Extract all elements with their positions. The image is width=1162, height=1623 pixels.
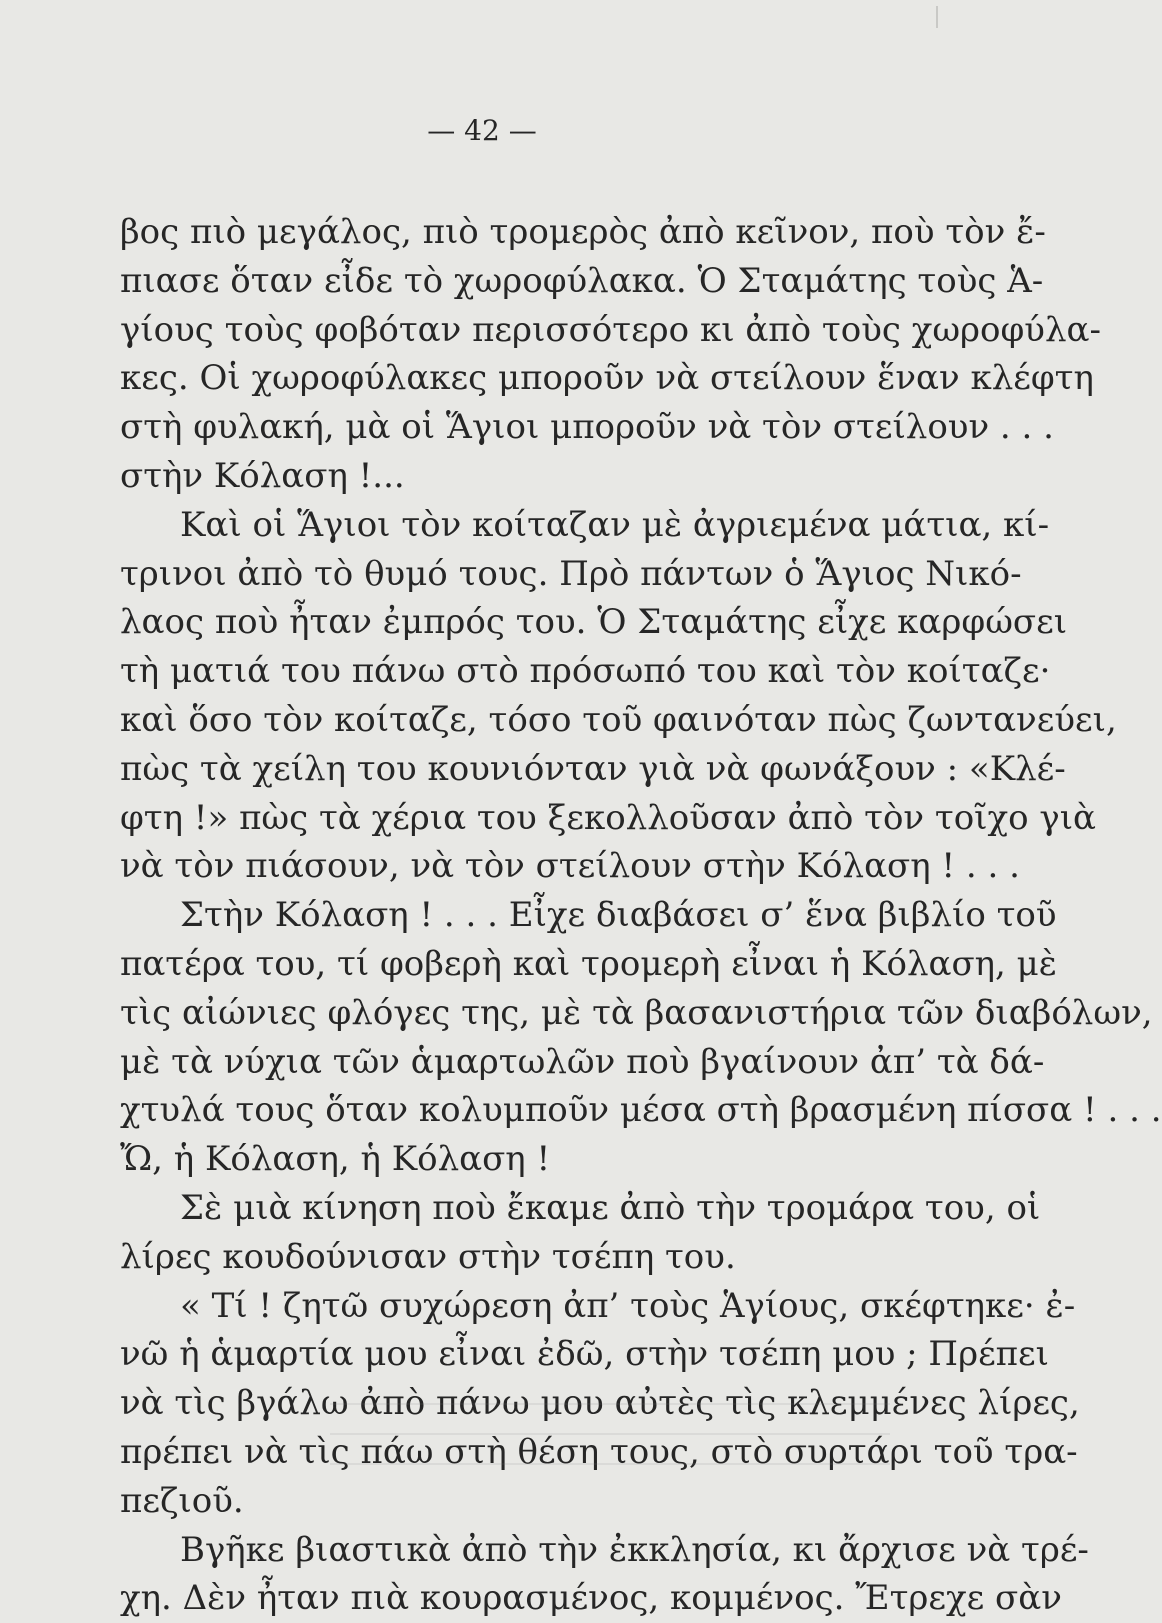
- text-line: πρέπει νὰ τὶς πάω στὴ θέση τους, στὸ συρτάρι τοῦ τρα-: [120, 1431, 1078, 1472]
- text-line: πιασε ὅταν εἶδε τὸ χωροφύλακα. Ὁ Σταμάτης τοὺς Ἁ-: [120, 260, 1044, 301]
- text-line: γίους τοὺς φοβόταν περισσότερο κι ἀπὸ τοὺς χωροφύλα-: [120, 309, 1101, 350]
- show-through-texture: [330, 1385, 890, 1475]
- text-line: κες. Οἱ χωροφύλακες μποροῦν νὰ στείλουν ἕναν κλέφτη: [120, 358, 1094, 399]
- text-line: βος πιὸ μεγάλος, πιὸ τρομερὸς ἀπὸ κεῖνον, ποὺ τὸν ἔ-: [120, 212, 1046, 252]
- text-line: μὲ τὰ νύχια τῶν ἁμαρτωλῶν ποὺ βγαίνουν ἀπ’ τὰ δά-: [120, 1041, 1045, 1082]
- paragraph-start-line: Σὲ μιὰ κίνηση ποὺ ἔκαμε ἀπὸ τὴν τρομάρα του, οἱ: [180, 1187, 1041, 1228]
- text-line: τὴ ματιά του πάνω στὸ πρόσωπό του καὶ τὸν κοίταζε·: [120, 651, 1051, 692]
- margin-mark: [936, 6, 938, 28]
- text-line: λίρες κουδούνισαν στὴν τσέπη του.: [120, 1236, 736, 1277]
- text-line: χη. Δὲν ἦταν πιὰ κουρασμένος, κομμένος. Ἔτρεχε σὰν: [120, 1578, 1062, 1619]
- page-number: — 42 —: [427, 114, 537, 147]
- text-line: πεζιοῦ.: [120, 1480, 244, 1521]
- text-line: νὰ τὶς βγάλω ἀπὸ πάνω μου αὐτὲς τὶς κλεμμένες λίρες,: [120, 1383, 1080, 1424]
- paragraph-start-line: Καὶ οἱ Ἅγιοι τὸν κοίταζαν μὲ ἀγριεμένα μάτια, κί-: [180, 504, 1050, 545]
- text-line: τὶς αἰώνιες φλόγες της, μὲ τὰ βασανιστήρια τῶν διαβόλων,: [120, 992, 1153, 1033]
- paragraph-start-line: Βγῆκε βιαστικὰ ἀπὸ τὴν ἐκκλησία, κι ἄρχισε νὰ τρέ-: [180, 1529, 1089, 1570]
- text-line: φτη !» πὼς τὰ χέρια του ξεκολλοῦσαν ἀπὸ τὸν τοῖχο γιὰ: [120, 797, 1097, 838]
- paragraph-start-line: « Τί ! ζητῶ συχώρεση ἀπ’ τοὺς Ἁγίους, σκέφτηκε· ἐ-: [180, 1285, 1076, 1326]
- text-line: πατέρα του, τί φοβερὴ καὶ τρομερὴ εἶναι ἡ Κόλαση, μὲ: [120, 943, 1058, 984]
- text-line: νὰ τὸν πιάσουν, νὰ τὸν στείλουν στὴν Κόλαση ! . . .: [120, 846, 1020, 887]
- text-line: λαος ποὺ ἦταν ἐμπρός του. Ὁ Σταμάτης εἶχε καρφώσει: [120, 602, 1068, 643]
- text-line: καὶ ὅσο τὸν κοίταζε, τόσο τοῦ φαινόταν πὼς ζωντανεύει,: [120, 699, 1117, 740]
- text-line: τρινοι ἀπὸ τὸ θυμό τους. Πρὸ πάντων ὁ Ἅγιος Νικό-: [120, 553, 1022, 594]
- paragraph-start-line: Στὴν Κόλαση ! . . . Εἶχε διαβάσει σ’ ἕνα βιβλίο τοῦ: [180, 895, 1057, 936]
- text-line: χτυλά τους ὅταν κολυμποῦν μέσα στὴ βρασμένη πίσσα ! . . .: [120, 1090, 1162, 1131]
- text-line: νῶ ἡ ἁμαρτία μου εἶναι ἐδῶ, στὴν τσέπη μου ; Πρέπει: [120, 1334, 1049, 1375]
- text-line: Ὤ, ἡ Κόλαση, ἡ Κόλαση !: [120, 1139, 551, 1180]
- text-line: στὴ φυλακή, μὰ οἱ Ἅγιοι μποροῦν νὰ τὸν στείλουν . . .: [120, 407, 1054, 448]
- text-line: πὼς τὰ χείλη του κουνιόνταν γιὰ νὰ φωνάξουν : «Κλέ-: [120, 748, 1066, 789]
- text-line: στὴν Κόλαση !...: [120, 455, 405, 496]
